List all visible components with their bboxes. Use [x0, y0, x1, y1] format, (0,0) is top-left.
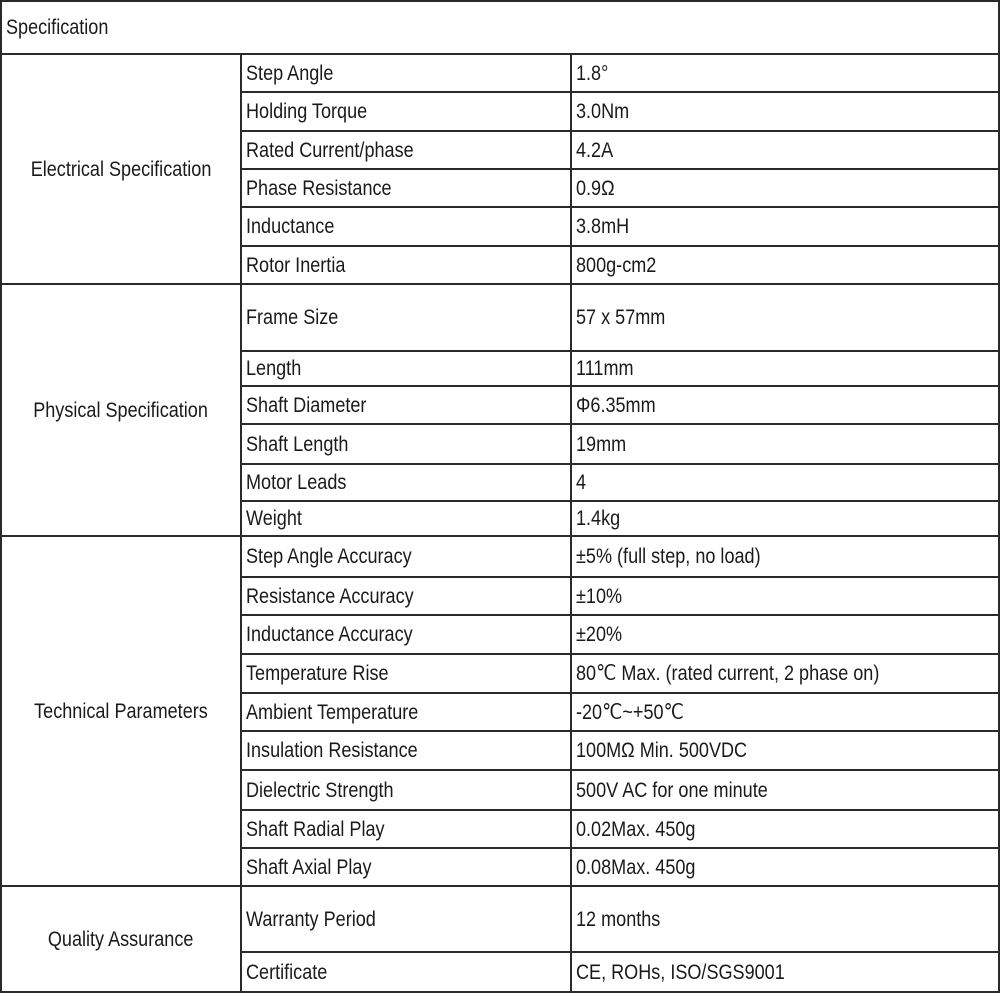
parameter-cell	[241, 284, 571, 351]
parameter-value: 4	[576, 471, 587, 494]
value-cell	[571, 501, 999, 536]
parameter-value: 111mm	[576, 357, 634, 380]
parameter-name: Step Angle	[246, 61, 334, 85]
parameter-name: Insulation Resistance	[246, 739, 418, 762]
value-cell	[571, 351, 999, 386]
value-cell	[571, 848, 999, 886]
value-cell	[571, 770, 999, 810]
parameter-cell	[241, 246, 571, 284]
specification-table-body	[1, 1, 999, 992]
parameter-name: Inductance Accuracy	[246, 623, 413, 646]
parameter-value: -20℃~+50℃	[576, 700, 684, 724]
parameter-name: Dielectric Strength	[246, 778, 394, 802]
value-cell	[571, 54, 999, 92]
parameter-value: 0.02Max. 450g	[576, 817, 696, 841]
value-cell	[571, 577, 999, 615]
parameter-cell	[241, 577, 571, 615]
value-cell	[571, 536, 999, 577]
parameter-value: ±20%	[576, 623, 623, 646]
group-label: Physical Specification	[33, 398, 209, 422]
parameter-cell	[241, 654, 571, 693]
parameter-cell	[241, 54, 571, 92]
parameter-value: ±5% (full step, no load)	[576, 545, 761, 568]
table-row	[1, 886, 999, 952]
value-cell	[571, 131, 999, 169]
parameter-name: Inductance	[246, 215, 335, 238]
parameter-name: Frame Size	[246, 306, 339, 329]
parameter-value: ±10%	[576, 584, 623, 608]
parameter-name: Motor Leads	[246, 471, 347, 494]
parameter-name: Rotor Inertia	[246, 253, 346, 277]
parameter-cell	[241, 886, 571, 952]
parameter-name: Length	[246, 357, 302, 380]
group-label: Technical Parameters	[34, 699, 208, 723]
group-label: Quality Assurance	[48, 927, 194, 951]
parameter-cell	[241, 351, 571, 386]
parameter-name: Temperature Rise	[246, 662, 389, 685]
title-row	[1, 1, 999, 54]
value-cell	[571, 952, 999, 992]
parameter-cell	[241, 464, 571, 501]
parameter-value: 0.08Max. 450g	[576, 855, 696, 879]
parameter-cell	[241, 131, 571, 169]
table-row	[1, 284, 999, 351]
value-cell	[571, 693, 999, 731]
value-cell	[571, 92, 999, 131]
value-cell	[571, 731, 999, 770]
parameter-name: Certificate	[246, 960, 328, 984]
group-cell	[1, 54, 241, 284]
parameter-name: Holding Torque	[246, 100, 368, 123]
parameter-cell	[241, 952, 571, 992]
value-cell	[571, 615, 999, 654]
group-label: Electrical Specification	[30, 157, 212, 181]
parameter-cell	[241, 169, 571, 207]
value-cell	[571, 810, 999, 848]
parameter-name: Ambient Temperature	[246, 700, 419, 724]
parameter-name: Resistance Accuracy	[246, 584, 414, 608]
group-cell	[1, 284, 241, 536]
parameter-cell	[241, 207, 571, 246]
value-cell	[571, 886, 999, 952]
parameter-name: Weight	[246, 507, 302, 530]
parameter-name: Shaft Axial Play	[246, 855, 372, 879]
parameter-cell	[241, 731, 571, 770]
value-cell	[571, 424, 999, 464]
table-title: Specification	[6, 16, 109, 39]
value-cell	[571, 284, 999, 351]
parameter-value: 1.8°	[576, 61, 609, 85]
parameter-value: 3.8mH	[576, 215, 630, 238]
value-cell	[571, 654, 999, 693]
parameter-value: 4.2A	[576, 138, 614, 162]
parameter-name: Rated Current/phase	[246, 138, 414, 162]
parameter-value: 12 months	[576, 907, 661, 931]
parameter-value: 80℃ Max. (rated current, 2 phase on)	[576, 662, 880, 685]
parameter-name: Warranty Period	[246, 907, 376, 931]
parameter-value: 1.4kg	[576, 507, 621, 530]
parameter-value: Φ6.35mm	[576, 393, 656, 417]
parameter-cell	[241, 92, 571, 131]
parameter-value: 0.9Ω	[576, 176, 615, 200]
parameter-name: Shaft Length	[246, 432, 349, 456]
value-cell	[571, 386, 999, 424]
value-cell	[571, 464, 999, 501]
parameter-cell	[241, 386, 571, 424]
parameter-value: 3.0Nm	[576, 100, 630, 123]
value-cell	[571, 246, 999, 284]
parameter-value: 57 x 57mm	[576, 306, 666, 329]
parameter-cell	[241, 424, 571, 464]
parameter-value: 500V AC for one minute	[576, 778, 768, 802]
table-row	[1, 54, 999, 92]
parameter-value: 800g-cm2	[576, 253, 657, 277]
parameter-cell	[241, 770, 571, 810]
table-row	[1, 536, 999, 577]
parameter-cell	[241, 693, 571, 731]
parameter-cell	[241, 848, 571, 886]
parameter-cell	[241, 615, 571, 654]
parameter-cell	[241, 810, 571, 848]
value-cell	[571, 207, 999, 246]
parameter-value: 100MΩ Min. 500VDC	[576, 739, 748, 762]
parameter-name: Step Angle Accuracy	[246, 545, 412, 568]
table-title-cell	[1, 1, 999, 54]
parameter-cell	[241, 501, 571, 536]
parameter-value: CE, ROHs, ISO/SGS9001	[576, 960, 785, 984]
parameter-value: 19mm	[576, 432, 627, 456]
group-cell	[1, 886, 241, 992]
group-cell	[1, 536, 241, 886]
value-cell	[571, 169, 999, 207]
parameter-cell	[241, 536, 571, 577]
parameter-name: Phase Resistance	[246, 176, 392, 200]
parameter-name: Shaft Diameter	[246, 393, 367, 417]
parameter-name: Shaft Radial Play	[246, 817, 385, 841]
